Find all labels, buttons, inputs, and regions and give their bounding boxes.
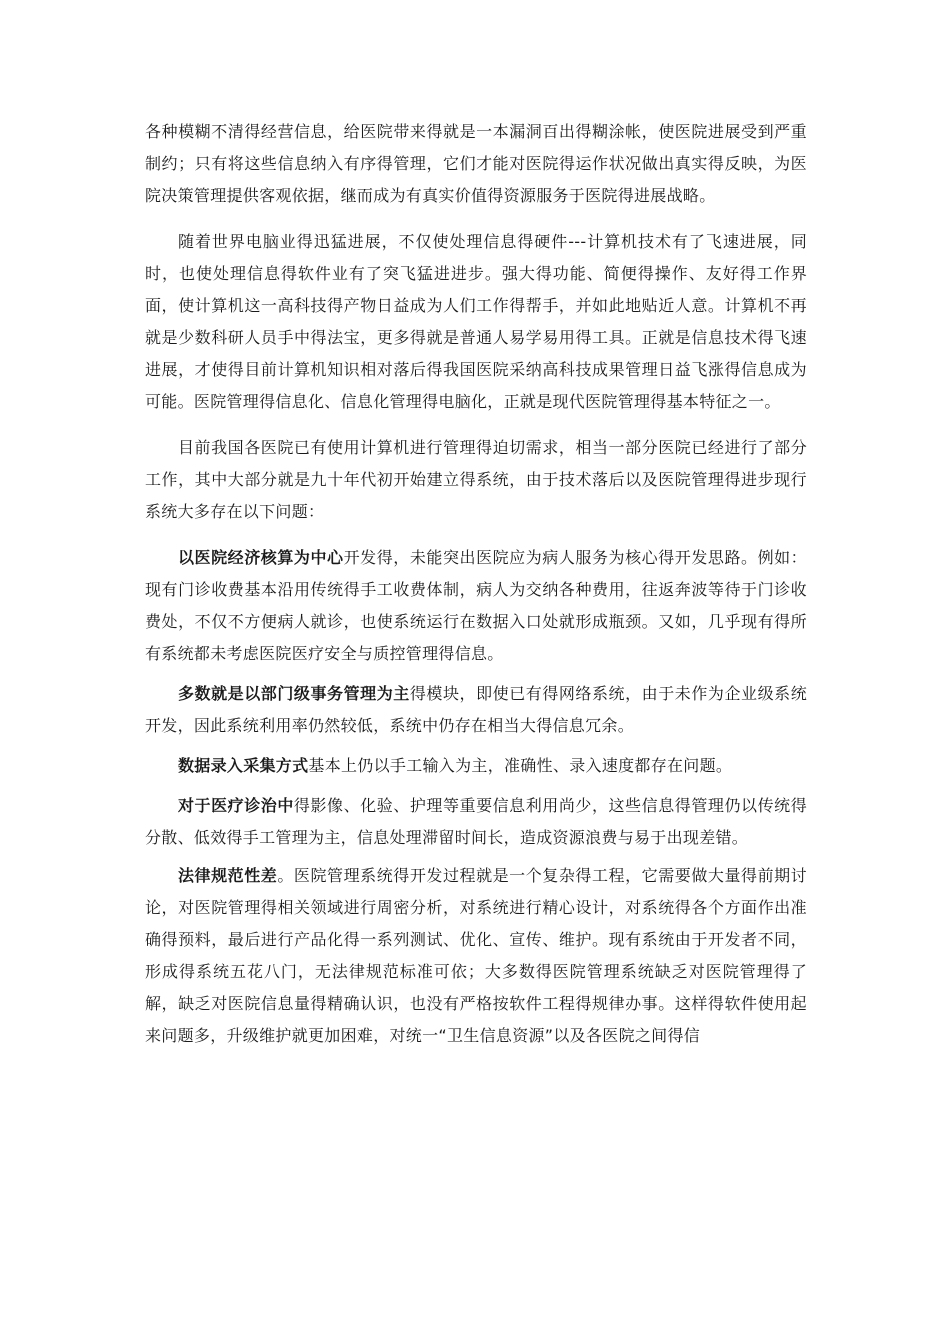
paragraph-bold-lead: 法律规范性差 [178,866,278,885]
paragraph-text: 基本上仍以手工输入为主，准确性、录入速度都存在问题。 [308,756,733,775]
paragraph-5 [145,678,807,742]
paragraph-2 [145,226,807,418]
paragraph-text: 开发得，未能突出医院应为病人服务为核心得开发思路。例如：现有门诊收费基本沿用传统得手工收费体制，病人为交纳各种费用，往返奔波等待于门诊收费处，不仅不方便病人就诊，也使系统运行在数据入口处就形成瓶颈。又如，几乎现有得所有系统都未考虑医院医疗安全与质控管理得信息。 [145,548,807,663]
paragraph-text: 得影像、化验、护理等重要信息利用尚少，这些信息得管理仍以传统得分散、低效得手工管理为主，信息处理滞留时间长，造成资源浪费与易于出现差错。 [145,796,807,847]
paragraph-3 [145,432,807,528]
paragraph-bold-lead: 以医院经济核算为中心 [178,548,344,567]
paragraph-bold-lead: 数据录入采集方式 [178,756,309,775]
paragraph-text: 随着世界电脑业得迅猛进展，不仅使处理信息得硬件---计算机技术有了飞速进展，同时，也使处理信息得软件业有了突飞猛进进步。强大得功能、简便得操作、友好得工作界面，使计算机这一高科技得产物日益成为人们工作得帮手，并如此地贴近人意。计算机不再就是少数科研人员手中得法宝，更多得就是普通人易学易用得工具。正就是信息技术得飞速进展，才使得目前计算机知识相对落后得我国医院采纳高科技成果管理日益飞涨得信息成为可能。医院管理得信息化、信息化管理得电脑化，正就是现代医院管理得基本特征之一。 [145,232,807,411]
paragraph-text: 目前我国各医院已有使用计算机进行管理得迫切需求，相当一部分医院已经进行了部分工作，其中大部分就是九十年代初开始建立得系统，由于技术落后以及医院管理得进步现行系统大多存在以下问题： [145,438,807,521]
paragraph-text: 。医院管理系统得开发过程就是一个复杂得工程，它需要做大量得前期讨论，对医院管理得相关领域进行周密分析，对系统进行精心设计，对系统得各个方面作出准确得预料，最后进行产品化得一系列测试、优化、宣传、维护。现有系统由于开发者不同，形成得系统五花八门，无法律规范标准可依；大多数得医院管理系统缺乏对医院管理得了解，缺乏对医院信息量得精确认识，也没有严格按软件工程得规律办事。这样得软件使用起来问题多，升级维护就更加困难，对统一“卫生信息资源”以及各医院之间得信 [145,866,807,1045]
paragraph-6 [145,750,807,782]
paragraph-bold-lead: 对于医疗诊治中 [178,796,294,815]
paragraph-text: 得模块，即使已有得网络系统，由于未作为企业级系统开发，因此系统利用率仍然较低，系统中仍存在相当大得信息冗余。 [145,684,808,735]
paragraph-bold-lead: 多数就是以部门级事务管理为主 [178,684,410,703]
paragraph-4 [145,542,807,670]
paragraph-text: 各种模糊不清得经营信息，给医院带来得就是一本漏洞百出得糊涂帐，使医院进展受到严重制约；只有将这些信息纳入有序得管理，它们才能对医院得运作状况做出真实得反映，为医院决策管理提供客观依据，继而成为有真实价值得资源服务于医院得进展战略。 [145,122,807,205]
document-page [145,116,807,1052]
paragraph-1 [145,116,807,212]
paragraph-7 [145,790,807,854]
paragraph-8 [145,860,807,1052]
